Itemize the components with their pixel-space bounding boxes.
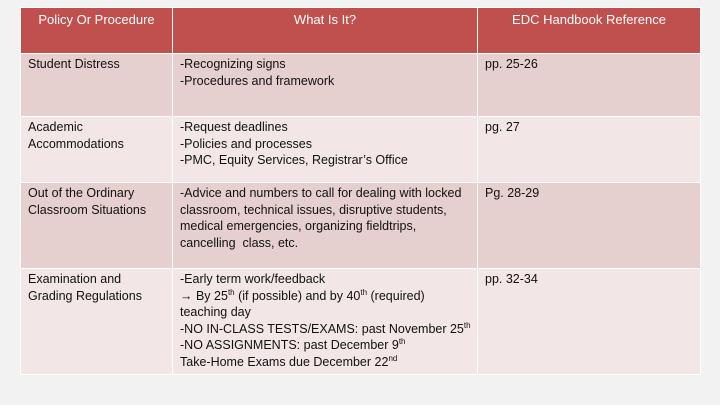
what-text-line	[180, 321, 471, 338]
what-cell	[173, 117, 478, 183]
policy-cell	[21, 183, 173, 269]
ordinal-suffix: nd	[388, 353, 398, 363]
what-text-line	[180, 337, 471, 354]
policy-text: Classroom Situations	[28, 202, 147, 217]
policy-cell	[21, 54, 173, 117]
what-text: (if possible) and by 40	[234, 288, 361, 303]
ordinal-suffix: th	[398, 337, 406, 346]
reference-cell	[478, 117, 701, 183]
header-what: What Is It?	[173, 8, 478, 54]
policy-text: Accommodations	[28, 136, 124, 151]
what-cell	[173, 54, 478, 117]
what-text: -Early term work/feedback	[180, 272, 326, 286]
ordinal-suffix: th	[360, 287, 368, 297]
what-text: (required)	[367, 288, 425, 303]
what-text-line	[180, 288, 471, 305]
policy-text: Student Distress	[28, 57, 120, 71]
reference-cell	[478, 269, 701, 375]
arrow-right-icon: →	[180, 288, 193, 303]
policy-text: Out of the Ordinary	[28, 186, 135, 200]
reference-cell	[478, 54, 701, 117]
policy-text: Grading Regulations	[28, 288, 142, 303]
ordinal-suffix: th	[463, 320, 471, 330]
ordinal-suffix: th	[227, 287, 235, 297]
what-text: -Procedures and framework	[180, 73, 335, 88]
reference-text: pp. 25-26	[485, 57, 538, 71]
policy-cell	[21, 117, 173, 183]
what-text: classroom, technical issues, disruptive students,	[180, 202, 447, 217]
what-text: -PMC, Equity Services, Registrar’s Office	[180, 153, 408, 167]
table-header-row	[21, 8, 701, 54]
what-text: -Request deadlines	[180, 120, 288, 134]
what-text: -NO IN-CLASS TESTS/EXAMS: past November 25	[180, 321, 464, 336]
what-text: -Advice and numbers to call for dealing with locked	[180, 186, 462, 200]
what-text: Take-Home Exams due December 22	[180, 354, 389, 369]
table-row	[21, 183, 701, 269]
what-text: By 25	[192, 288, 228, 303]
policy-text: Examination and	[28, 272, 122, 286]
policy-table	[20, 7, 701, 375]
what-text: teaching day	[180, 305, 251, 319]
reference-text: pg. 27	[485, 120, 520, 134]
table-row	[21, 117, 701, 183]
what-cell	[173, 269, 478, 375]
what-text: -NO ASSIGNMENTS: past December 9	[180, 338, 399, 352]
reference-text: pp. 32-34	[485, 272, 538, 286]
what-text: -Policies and processes	[180, 136, 313, 151]
reference-cell	[478, 183, 701, 269]
table-row	[21, 269, 701, 375]
what-text: medical emergencies, organizing fieldtrips,	[180, 219, 417, 233]
policy-cell	[21, 269, 173, 375]
what-cell	[173, 183, 478, 269]
header-reference: EDC Handbook Reference	[478, 8, 701, 54]
policy-text: Academic	[28, 120, 83, 134]
table-row	[21, 54, 701, 117]
reference-text: Pg. 28-29	[485, 186, 540, 200]
what-text: cancelling class, etc.	[180, 235, 299, 250]
header-policy: Policy Or Procedure	[21, 8, 173, 54]
what-text-line	[180, 354, 471, 371]
what-text: -Recognizing signs	[180, 57, 286, 71]
